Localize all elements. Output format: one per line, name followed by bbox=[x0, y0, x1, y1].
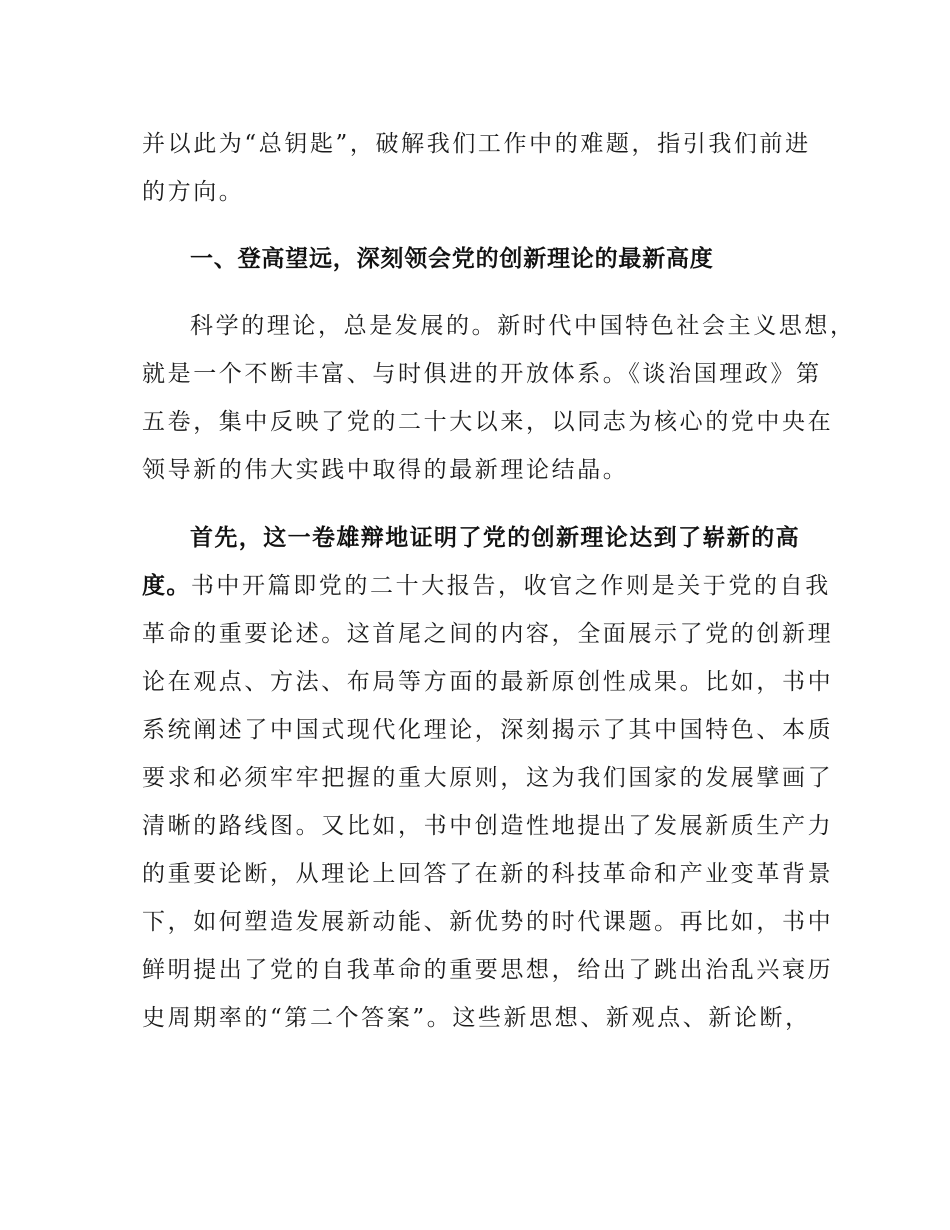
carryover-line-2: 的方向。 bbox=[142, 179, 245, 205]
paragraph-2-line-4: 论在观点、方法、布局等方面的最新原创性成果。比如，书中 bbox=[142, 669, 834, 695]
paragraph-2-line-10: 鲜明提出了党的自我革命的重要思想，给出了跳出治乱兴衰历 bbox=[142, 957, 834, 983]
paragraph-2-line-6: 要求和必须牢牢把握的重大原则，这为我们国家的发展擘画了 bbox=[142, 765, 834, 791]
paragraph-1-line-3: 五卷，集中反映了党的二十大以来，以同志为核心的党中央在 bbox=[142, 409, 834, 435]
section-heading: 一、登高望远，深刻领会党的创新理论的最新高度 bbox=[190, 246, 714, 272]
paragraph-2-line-8: 的重要论断，从理论上回答了在新的科技革命和产业变革背景 bbox=[142, 861, 834, 887]
paragraph-2-lead-line: 首先，这一卷雄辩地证明了党的创新理论达到了崭新的高 bbox=[190, 525, 800, 551]
paragraph-2-line-3: 革命的重要论述。这首尾之间的内容，全面展示了党的创新理 bbox=[142, 621, 834, 647]
paragraph-2-line-5: 系统阐述了中国式现代化理论，深刻揭示了其中国特色、本质 bbox=[142, 717, 834, 743]
paragraph-2-line-7: 清晰的路线图。又比如，书中创造性地提出了发展新质生产力 bbox=[142, 813, 834, 839]
paragraph-1-line-2: 就是一个不断丰富、与时俱进的开放体系。《谈治国理政》第 bbox=[142, 361, 822, 387]
paragraph-1-line-4: 领导新的伟大实践中取得的最新理论结晶。 bbox=[142, 457, 629, 483]
paragraph-2-line-11: 史周期率的“第二个答案”。这些新思想、新观点、新论断， bbox=[142, 1005, 811, 1031]
carryover-line-1: 并以此为“总钥匙”，破解我们工作中的难题，指引我们前进 bbox=[142, 131, 811, 157]
paragraph-2-line-2 bbox=[142, 570, 831, 602]
paragraph-2-line-9: 下，如何塑造发展新动能、新优势的时代课题。再比如，书中 bbox=[142, 909, 834, 935]
paragraph-2-line-2-text: 书中开篇即党的二十大报告，收官之作则是关于党的自我 bbox=[190, 573, 831, 599]
paragraph-1-line-1: 科学的理论，总是发展的。新时代中国特色社会主义思想， bbox=[190, 313, 856, 339]
paragraph-2-lead-end: 度。 bbox=[142, 573, 191, 599]
